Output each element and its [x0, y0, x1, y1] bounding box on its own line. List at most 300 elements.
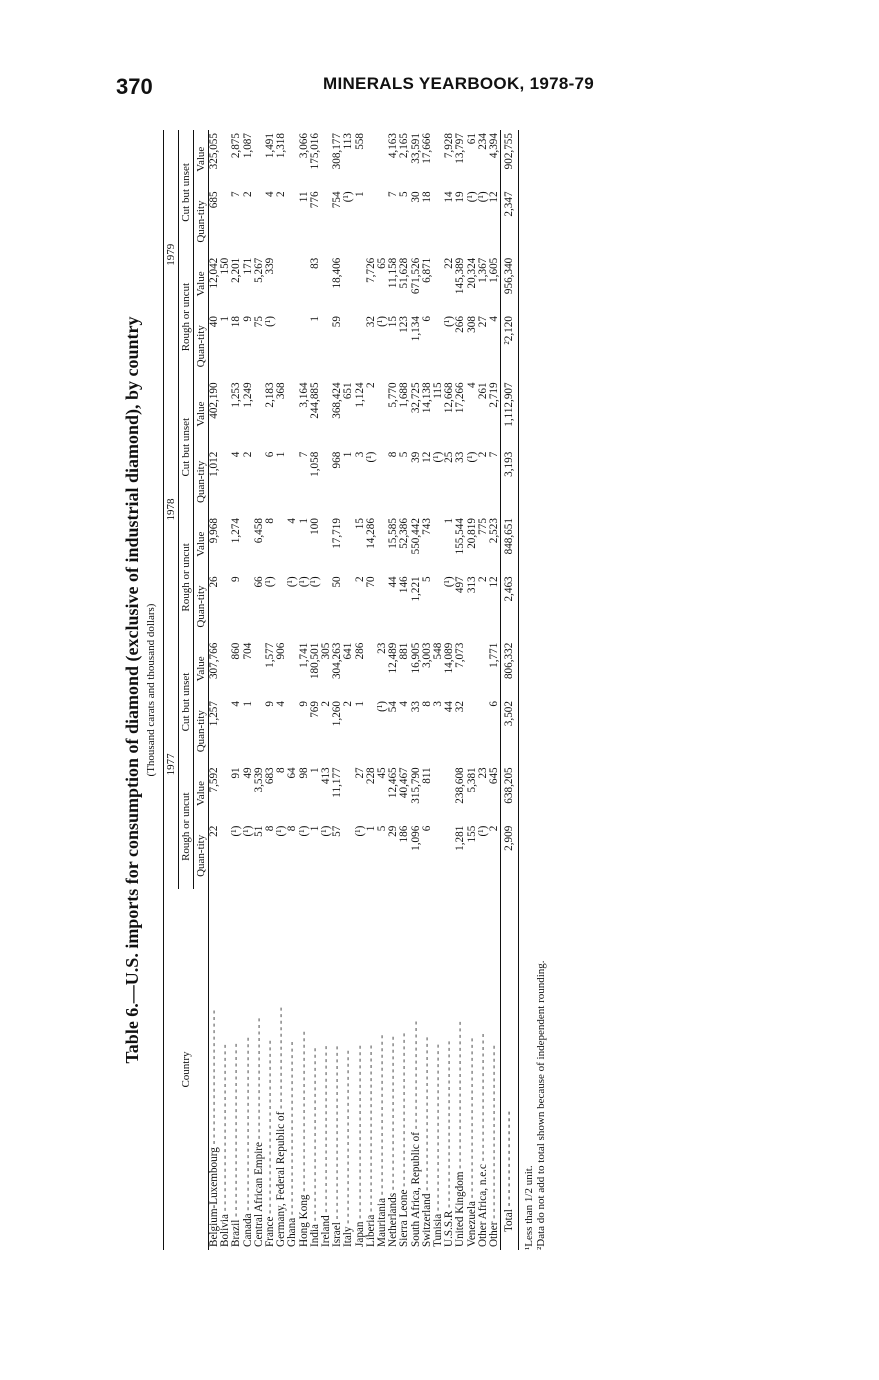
dot-leader: - - - - - - - - - - - - - - - - - - - - - - - - - - -	[264, 1040, 277, 1217]
value-cell: 4,394	[488, 133, 501, 159]
value-cell: 811	[420, 767, 433, 784]
value-cell: 20,819	[465, 518, 478, 549]
value-cell: 1,012	[208, 451, 220, 477]
value-cell: 8	[387, 451, 400, 458]
value-cell: 8	[420, 701, 433, 707]
value-cell: (¹)	[376, 316, 389, 327]
value-cell: 1,274	[230, 518, 243, 544]
country-name: Canada	[241, 1213, 254, 1247]
group-rough-1978: Rough or uncut	[179, 515, 194, 640]
value-cell: 286	[353, 642, 366, 660]
value-cell: 150	[219, 257, 232, 275]
value-cell: 775	[476, 518, 489, 535]
running-head: MINERALS YEARBOOK, 1978-79	[323, 74, 595, 93]
value-cell: 754	[331, 191, 344, 209]
value-cell: 180,501	[308, 642, 321, 680]
year-header-1978: 1978	[164, 379, 179, 639]
value-cell: 6	[420, 316, 433, 322]
value-cell	[287, 449, 298, 515]
value-cell	[343, 255, 354, 313]
value-cell: 2,719	[488, 382, 501, 408]
value-cell: 305	[320, 642, 333, 660]
value-cell: 313	[465, 576, 478, 594]
country-name: Germany, Federal Republic of	[275, 1111, 288, 1247]
value-cell: 11,177	[331, 767, 344, 798]
value-cell	[467, 698, 478, 764]
value-cell: 1,367	[476, 257, 489, 283]
country-cell	[489, 889, 501, 1250]
value-cell: 1,253	[230, 382, 243, 408]
value-cell: 91	[230, 767, 243, 779]
value-cell	[220, 573, 231, 639]
value-cell: 5,381	[465, 767, 478, 793]
group-rough-1977: Rough or uncut	[179, 764, 194, 889]
value-cell: 4	[230, 451, 243, 458]
value-cell: 27	[476, 316, 489, 328]
value-cell: 5	[376, 825, 389, 832]
value-cell	[287, 188, 298, 254]
value-cell	[254, 449, 265, 515]
country-name: Other Africa, n.e.c	[476, 1164, 489, 1247]
value-cell: 9	[230, 576, 243, 582]
value-cell: 550,442	[409, 518, 422, 555]
value-cell: 9,968	[208, 518, 220, 544]
value-cell: 244,885	[308, 382, 321, 419]
table-subtitle: (Thousand carats and thousand dollars)	[145, 603, 157, 777]
value-cell: 315,790	[409, 767, 422, 804]
value-cell: 2	[241, 451, 254, 458]
value-cell	[343, 823, 354, 889]
value-cell: 70	[364, 576, 377, 588]
value-cell: 368,424	[331, 382, 344, 419]
total-value-cell: 2,463	[501, 573, 519, 639]
value-cell: 9	[297, 701, 310, 707]
value-cell: (¹)	[353, 825, 366, 837]
dot-leader: - - - - - - - - - - - - - - - - - - - - - - - - - - -	[488, 1045, 501, 1222]
value-cell: (¹)	[264, 316, 277, 327]
value-cell: 413	[320, 767, 333, 785]
value-cell	[287, 640, 298, 698]
value-cell: (¹)	[297, 576, 310, 588]
country-name: Tunisia	[432, 1213, 445, 1247]
value-cell: 29	[387, 825, 400, 837]
value-cell: 1	[308, 767, 321, 773]
value-cell: 4,163	[387, 133, 400, 159]
value-cell: 54	[387, 701, 400, 713]
country-name: Italy	[342, 1226, 355, 1247]
value-cell: (¹)	[230, 825, 243, 837]
dot-leader: - - - - - - - - - - - - - - - - - - - - - - - - - - -	[286, 1041, 299, 1218]
country-name: South Africa, Republic of	[409, 1132, 422, 1247]
col-quantity-header: Quan-tity	[194, 698, 209, 764]
col-value-header: Value	[194, 255, 209, 313]
value-cell: 1,221	[409, 576, 422, 602]
dot-leader: - - - - - - - - - - - - - - - - - - - - - - - - - - -	[308, 1047, 321, 1224]
value-cell: 2	[320, 701, 333, 707]
value-cell: 685	[208, 191, 220, 209]
value-cell: 14,286	[364, 518, 377, 549]
value-cell: 308	[465, 316, 478, 333]
value-cell: 339	[264, 257, 277, 275]
value-cell	[343, 764, 354, 822]
value-cell: 5	[420, 576, 433, 582]
value-cell: 45	[376, 767, 389, 779]
value-cell: 3,164	[297, 382, 310, 408]
value-cell: 266	[454, 316, 467, 333]
value-cell: 155	[465, 825, 478, 843]
value-cell: 671,526	[409, 257, 422, 295]
value-cell: 2,201	[230, 257, 243, 283]
value-cell: 7,073	[454, 642, 467, 668]
value-cell: 1,058	[308, 451, 321, 477]
total-row	[501, 130, 519, 1250]
value-cell	[220, 698, 231, 764]
country-name: Hong Kong	[297, 1194, 310, 1247]
value-cell: 20,324	[465, 257, 478, 289]
value-cell: 175,016	[308, 133, 321, 170]
value-cell: 7,592	[208, 767, 220, 793]
value-cell: (¹)	[308, 576, 321, 588]
value-cell	[433, 823, 444, 889]
value-cell: 860	[230, 642, 243, 660]
value-cell: 641	[342, 642, 355, 660]
value-cell: 1,257	[208, 701, 220, 727]
value-cell: 7,928	[443, 133, 456, 159]
value-cell: 2	[476, 451, 489, 458]
value-cell: 12	[488, 191, 501, 203]
group-cut-1977: Cut but unset	[179, 640, 194, 765]
value-cell: 683	[264, 767, 277, 785]
value-cell: 1,281	[454, 825, 467, 851]
value-cell	[366, 130, 377, 188]
value-cell: 14,089	[443, 642, 456, 674]
dot-leader: - - - - - - - - - - - - - - - - - - - - - - -	[454, 1021, 467, 1172]
dot-leader: - - - - - - - - - - - - - - - - - - - -	[476, 1033, 489, 1165]
value-cell	[433, 764, 444, 822]
value-cell: 12	[488, 576, 501, 588]
col-value-header: Value	[194, 640, 209, 698]
value-cell: 12,465	[387, 767, 400, 799]
value-cell: 4	[398, 701, 411, 707]
value-cell	[366, 188, 377, 254]
value-cell: 234	[476, 133, 489, 150]
value-cell: 4	[230, 701, 243, 707]
value-cell: 3	[432, 701, 445, 707]
country-name: India	[308, 1224, 321, 1247]
value-cell: 261	[476, 382, 489, 400]
value-cell: 12,489	[387, 642, 400, 674]
country-header: Country	[164, 889, 209, 1250]
country-name: Ghana	[286, 1217, 299, 1247]
value-cell: 7	[387, 191, 400, 197]
value-cell: 171	[241, 257, 254, 275]
value-cell: 14,138	[420, 382, 433, 414]
value-cell	[276, 515, 287, 573]
total-label-text: Total	[503, 1209, 516, 1232]
value-cell: 33	[454, 451, 467, 463]
value-cell: (¹)	[432, 451, 445, 463]
value-cell: 1	[297, 518, 310, 524]
value-cell: 27	[353, 767, 366, 779]
value-cell: (¹)	[364, 451, 377, 463]
value-cell	[377, 188, 388, 254]
value-cell: 651	[342, 382, 355, 400]
col-value-header: Value	[194, 130, 209, 188]
group-cut-1979: Cut but unset	[179, 130, 194, 255]
value-cell: 6	[488, 701, 501, 707]
total-value-cell: 956,340	[501, 255, 519, 313]
value-cell: 59	[331, 316, 344, 328]
value-cell: 1,124	[353, 382, 366, 408]
value-cell: 6	[420, 825, 433, 832]
value-cell: 2	[476, 576, 489, 582]
value-cell: 5,267	[252, 257, 265, 283]
value-cell: 3,003	[420, 642, 433, 668]
value-cell: (¹)	[264, 576, 277, 588]
country-name: Other	[488, 1221, 501, 1247]
value-cell: 32	[454, 701, 467, 713]
value-cell	[287, 255, 298, 313]
country-name: United Kingdom	[454, 1171, 467, 1247]
value-cell	[276, 255, 287, 313]
country-name: U.S.S.R	[443, 1210, 456, 1247]
value-cell: 123	[398, 316, 411, 333]
value-cell: 15,585	[387, 518, 400, 549]
value-cell: 49	[241, 767, 254, 779]
dot-leader: - - - - - - - - - - - - - - - - -	[409, 1021, 422, 1133]
dot-leader: - - - - - - - - - - - - - - - - - - - - - - - - - -	[320, 1045, 333, 1216]
value-cell: 18	[420, 191, 433, 203]
value-cell: 548	[432, 642, 445, 660]
rotated-table-block	[118, 130, 638, 1250]
dot-leader: - - - - - - - - - - - - - - - - - - - - - - - - - -	[432, 1044, 445, 1214]
value-cell: 9	[241, 316, 254, 322]
dot-leader: - - - - - - - - - - - - - - - -	[275, 1007, 288, 1112]
value-cell: 7	[488, 451, 501, 458]
value-cell: 11	[297, 191, 310, 203]
value-cell	[287, 313, 298, 379]
value-cell: 6,871	[420, 257, 433, 283]
value-cell: 25	[443, 451, 456, 463]
country-name: Sierra Leone	[398, 1189, 411, 1247]
value-cell	[433, 515, 444, 573]
total-value-cell: 848,651	[501, 515, 519, 573]
value-cell: 1,688	[398, 382, 411, 408]
col-quantity-header: Quan-tity	[194, 573, 209, 639]
value-cell: 83	[308, 257, 321, 269]
value-cell: 51	[252, 825, 265, 837]
dot-leader: - - - - - - - - - - - - - - - - - - - - - - - - - - -	[230, 1043, 243, 1220]
table-row	[489, 130, 501, 1250]
value-cell: 7,726	[364, 257, 377, 283]
value-cell: 75	[252, 316, 265, 328]
total-value-cell: 1,112,907	[501, 379, 519, 448]
value-cell	[478, 698, 489, 764]
group-rough-1979: Rough or uncut	[179, 255, 194, 380]
value-cell: 40,467	[398, 767, 411, 799]
value-cell: 6	[264, 451, 277, 458]
value-cell: (¹)	[476, 825, 489, 837]
value-cell: 23	[476, 767, 489, 779]
value-cell: 22	[443, 257, 456, 269]
value-cell: (¹)	[297, 825, 310, 837]
value-cell: 2	[353, 576, 366, 582]
value-cell	[343, 515, 354, 573]
value-cell: 64	[286, 767, 299, 779]
col-quantity-header: Quan-tity	[194, 449, 209, 515]
value-cell: 145,389	[454, 257, 467, 295]
value-cell: (¹)	[476, 191, 489, 203]
value-cell: 61	[465, 133, 478, 145]
value-cell: 5	[398, 451, 411, 458]
value-cell: 15	[353, 518, 366, 530]
footnotes	[523, 130, 547, 1250]
value-cell: 1,318	[275, 133, 288, 159]
value-cell: 17,719	[331, 518, 344, 549]
value-cell: 4	[286, 518, 299, 524]
col-quantity-header: Quan-tity	[194, 823, 209, 889]
col-value-header: Value	[194, 515, 209, 573]
value-cell: 44	[387, 576, 400, 588]
value-cell: 2	[275, 191, 288, 197]
footnote-1: ¹Less than 1/2 unit.	[523, 1165, 536, 1250]
value-cell: 2	[241, 191, 254, 197]
value-cell: 12,042	[208, 257, 220, 289]
country-name: Central African Empire	[252, 1142, 265, 1247]
value-cell: 558	[353, 133, 366, 150]
country-name: Venezuela	[465, 1201, 478, 1247]
country-name: Switzerland	[420, 1193, 433, 1247]
value-cell: 1	[353, 701, 366, 707]
dot-leader: - - - - - - - - - - - - - - - - - - - - - - - - -	[465, 1037, 478, 1202]
value-cell: 66	[252, 576, 265, 588]
value-cell: 13,797	[454, 133, 467, 164]
value-cell: 18,406	[331, 257, 344, 289]
value-cell: 1	[308, 316, 321, 322]
value-cell: (¹)	[275, 825, 288, 837]
country-name: Ireland	[320, 1215, 333, 1247]
value-cell: 113	[342, 133, 355, 150]
value-cell: (¹)	[342, 191, 355, 203]
value-cell: 3,539	[252, 767, 265, 793]
value-cell: 4	[488, 316, 501, 322]
value-cell: 6,458	[252, 518, 265, 544]
value-cell: 57	[331, 825, 344, 837]
value-cell: 65	[376, 257, 389, 269]
value-cell: 1	[308, 825, 321, 832]
value-cell: 186	[398, 825, 411, 843]
value-cell: 4	[264, 191, 277, 197]
value-cell: 14	[443, 191, 456, 203]
value-cell: (¹)	[286, 576, 299, 588]
value-cell	[377, 449, 388, 515]
value-cell: 1	[275, 451, 288, 458]
value-cell: 906	[275, 642, 288, 660]
value-cell: 304,263	[331, 642, 344, 680]
value-cell: 1	[353, 191, 366, 197]
value-cell: 1,260	[331, 701, 344, 727]
dot-leader: - - - - - - - - - - - - - - - - - - - - - - - - - - -	[342, 1050, 355, 1227]
value-cell: 115	[432, 382, 445, 399]
value-cell: 238,608	[454, 767, 467, 804]
value-cell: 4	[275, 701, 288, 707]
value-cell: 307,766	[208, 642, 220, 680]
imports-table	[163, 130, 519, 1250]
country-name: Liberia	[364, 1214, 377, 1247]
value-cell: 1,491	[264, 133, 277, 159]
value-cell: 1	[241, 701, 254, 707]
total-value-cell: 2,347	[501, 188, 519, 254]
dot-leader: - - - - - - - - - - - - - - - - - - - - - - - - - - -	[331, 1046, 344, 1223]
value-cell	[254, 698, 265, 764]
value-cell: 2,523	[488, 518, 501, 544]
value-cell: 3,066	[297, 133, 310, 159]
value-cell: (¹)	[443, 576, 456, 588]
value-cell: 16,905	[409, 642, 422, 674]
value-cell: 98	[297, 767, 310, 779]
value-cell: 1,605	[488, 257, 501, 283]
year-header-1977: 1977	[164, 640, 179, 889]
value-cell: 12	[420, 451, 433, 463]
value-cell	[343, 313, 354, 379]
dot-leader: - - - - - - - - - - - - - - - - - - - - - - - -	[387, 1036, 400, 1193]
value-cell: 645	[488, 767, 501, 785]
col-quantity-header: Quan-tity	[194, 188, 209, 254]
value-cell: 2,183	[264, 382, 277, 408]
total-value-cell: 806,332	[501, 640, 519, 698]
dot-leader: - - - - - - - - - - - - - - - - - - - - - - - -	[420, 1037, 433, 1194]
dot-leader: - - - - - - - - - - - - - - - - - - - - - - - - - - -	[241, 1037, 254, 1214]
value-cell: (¹)	[443, 316, 456, 327]
value-cell	[343, 573, 354, 639]
year-header-1979: 1979	[164, 130, 179, 379]
value-cell: 308,177	[331, 133, 344, 170]
value-cell: 2	[488, 825, 501, 832]
dot-leader: - - - - - - - - - - - - - - - - - - - - -	[208, 1010, 220, 1148]
value-cell: 1,577	[264, 642, 277, 668]
footnote-2: ²Data do not add to total shown because of independent rounding.	[535, 960, 548, 1250]
value-cell: 52,386	[398, 518, 411, 549]
value-cell: 1,096	[409, 825, 422, 851]
value-cell: 26	[208, 576, 220, 588]
col-value-header: Value	[194, 764, 209, 822]
value-cell: 9	[264, 701, 277, 707]
value-cell: 11,158	[387, 257, 400, 289]
value-cell: 33,591	[409, 133, 422, 164]
value-cell: 1,134	[409, 316, 422, 342]
value-cell: 497	[454, 576, 467, 594]
value-cell: 44	[443, 701, 456, 713]
value-cell: 5,770	[387, 382, 400, 408]
value-cell: 769	[308, 701, 321, 718]
value-cell: 2	[342, 701, 355, 707]
col-quantity-header: Quan-tity	[194, 313, 209, 379]
value-cell: 8	[264, 825, 277, 832]
value-cell: 40	[208, 316, 220, 328]
value-cell: 776	[308, 191, 321, 209]
value-cell: 39	[409, 451, 422, 463]
value-cell: 4	[465, 382, 478, 388]
value-cell: 743	[420, 518, 433, 535]
value-cell: (¹)	[465, 451, 478, 463]
country-name: Japan	[353, 1221, 366, 1247]
dot-leader: - - - - - - - - - - - - - - - - - - - - - - - - - -	[364, 1045, 377, 1215]
value-cell: 704	[241, 642, 254, 660]
total-value-cell: 902,755	[501, 130, 519, 188]
value-cell: 30	[409, 191, 422, 203]
value-cell: 155,544	[454, 518, 467, 555]
value-cell: 325,055	[208, 133, 220, 170]
